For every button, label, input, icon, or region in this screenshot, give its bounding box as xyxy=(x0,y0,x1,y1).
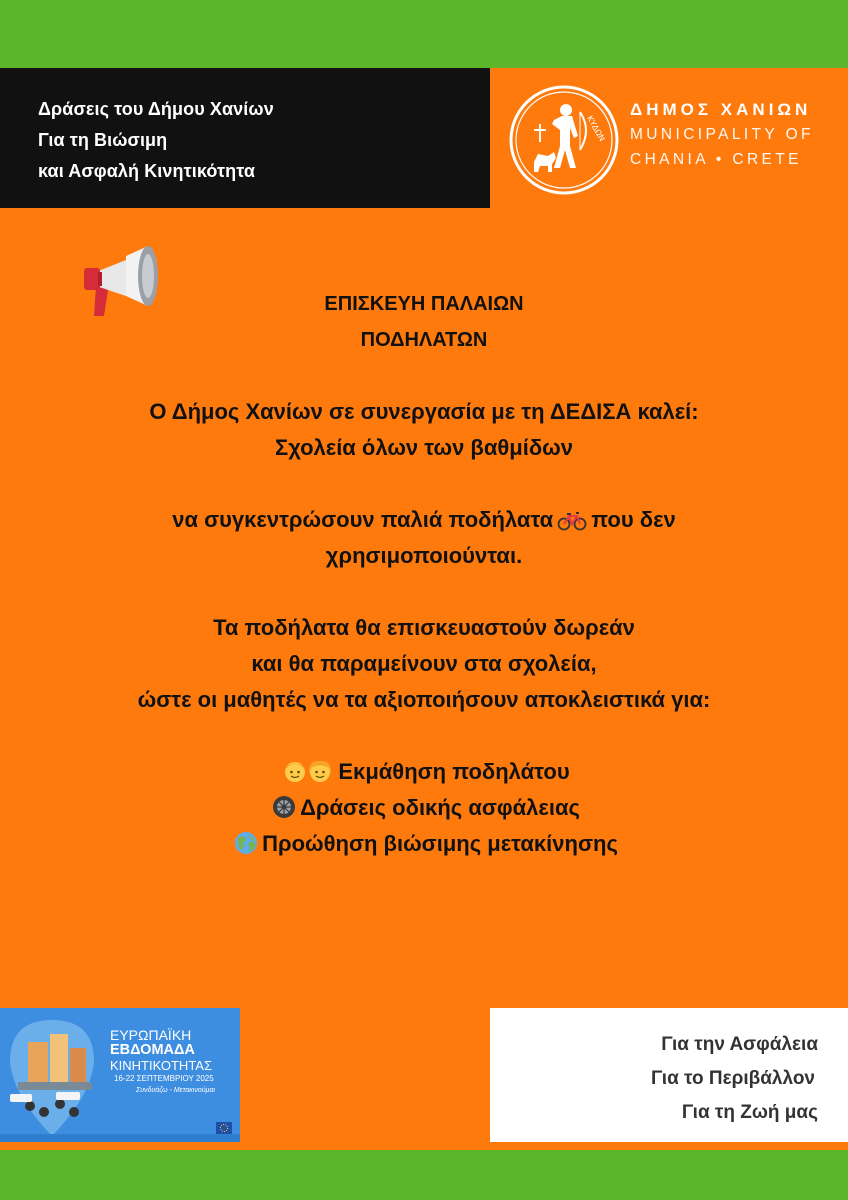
bottom-green-bar xyxy=(0,1150,848,1200)
slogan-environment: Για το Περιβάλλον xyxy=(650,1068,815,1089)
header-line-2: Για τη Βιώσιμη xyxy=(38,130,168,150)
collect-text-b: που δεν xyxy=(591,507,676,532)
eu-flag-icon xyxy=(216,1122,232,1134)
mobility-week-title xyxy=(110,1028,215,1097)
logo-text xyxy=(630,98,814,172)
globe-icon xyxy=(234,831,258,855)
week-line-1: ΕΥΡΩΠΑΪΚΗ xyxy=(110,1027,192,1043)
list-text-learning: Εκμάθηση ποδηλάτου xyxy=(338,759,570,784)
municipality-logo xyxy=(508,84,830,196)
collect-text-a: να συγκεντρώσουν παλιά ποδήλατα xyxy=(172,507,554,532)
logo-line-3: CHANIA • CRETE xyxy=(630,151,802,168)
slogan-life: Για τη Ζωή μας xyxy=(681,1102,818,1123)
logo-line-1: ΔΗΜΟΣ ΧΑΝΙΩΝ xyxy=(630,100,812,119)
intro-line-1: Ο Δήμος Χανίων σε συνεργασία με τη ΔΕΔΙΣΑ καλεί: xyxy=(149,399,699,424)
header-line-3: και Ασφαλή Κινητικότητα xyxy=(38,161,255,181)
repair-line-3: ώστε οι μαθητές να τα αξιοποιήσουν αποκλειστικά για: xyxy=(137,687,711,712)
repair-line-1: Τα ποδήλατα θα επισκευαστούν δωρεάν xyxy=(213,615,635,640)
list-item-safety xyxy=(0,790,848,826)
top-green-bar xyxy=(0,0,848,68)
slogan-safety: Για την Ασφάλεια xyxy=(661,1034,818,1055)
header-banner xyxy=(0,68,490,208)
list-text-safety: Δράσεις οδικής ασφάλειας xyxy=(300,795,580,820)
week-line-3: ΚΙΝΗΤΙΚΟΤΗΤΑΣ xyxy=(110,1058,213,1073)
header-line-1: Δράσεις του Δήμου Χανίων xyxy=(38,99,274,119)
logo-line-2: MUNICIPALITY OF xyxy=(630,126,814,143)
bicycle-icon xyxy=(557,511,587,531)
list-item-mobility xyxy=(0,826,848,862)
title-line-1: ΕΠΙΣΚΕΥΗ ΠΑΛΑΙΩΝ xyxy=(324,293,524,315)
week-tagline: Συνδυάζω - Μετακινούμαι xyxy=(136,1087,215,1094)
svg-text:ΚΥΔΩΝ: ΚΥΔΩΝ xyxy=(585,114,607,143)
week-line-2: ΕΒΔΟΜΑΔΑ xyxy=(110,1042,195,1058)
wheel-icon xyxy=(272,795,296,819)
municipality-seal-icon xyxy=(508,84,620,196)
list-item-learning xyxy=(0,754,848,790)
intro-line-2: Σχολεία όλων των βαθμίδων xyxy=(275,435,573,460)
main-content xyxy=(0,286,848,862)
repair-line-2: και θα παραμείνουν στα σχολεία, xyxy=(251,651,597,676)
collect-line-1 xyxy=(0,502,848,538)
slogan-panel xyxy=(490,1008,848,1142)
children-icon xyxy=(282,759,334,783)
mobility-week-banner xyxy=(0,1008,240,1142)
week-dates: 16-22 ΣΕΠΤΕΜΒΡΙΟΥ 2025 xyxy=(114,1074,214,1083)
collect-line-2: χρησιμοποιούνται. xyxy=(325,543,523,568)
list-text-mobility: Προώθηση βιώσιμης μετακίνησης xyxy=(262,831,618,856)
title-line-2: ΠΟΔΗΛΑΤΩΝ xyxy=(360,329,488,351)
